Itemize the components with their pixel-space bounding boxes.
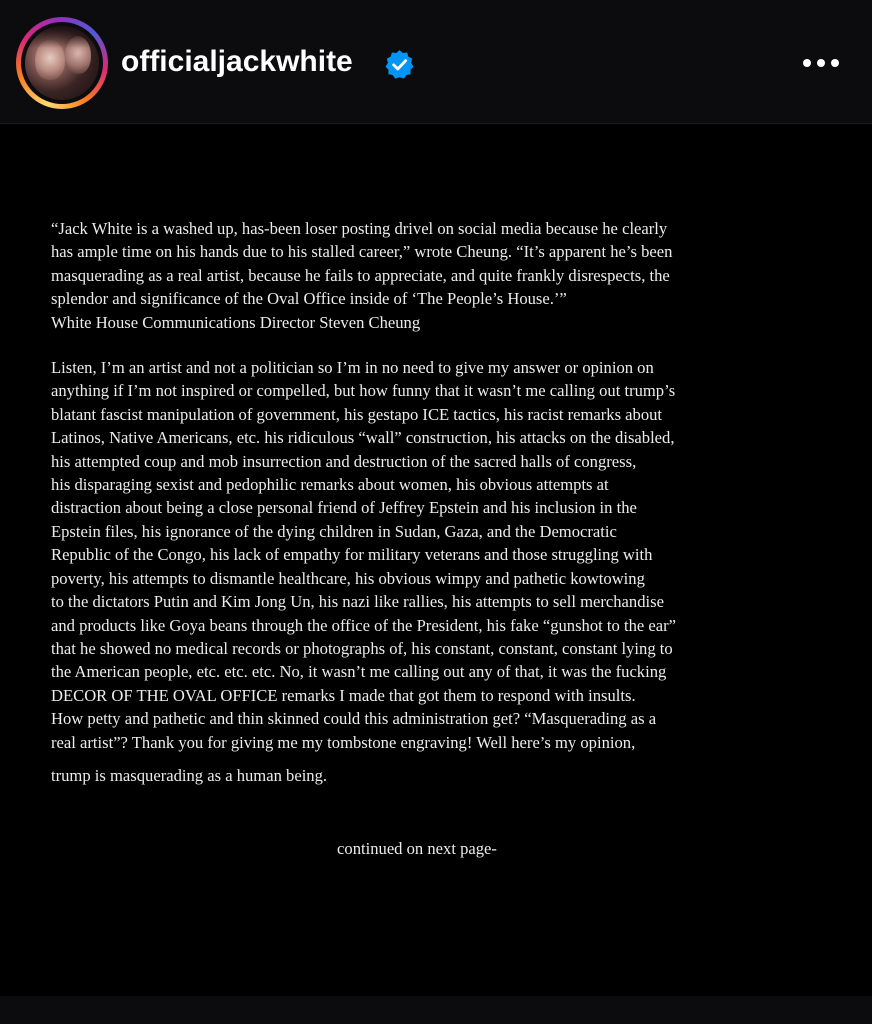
response-line: Epstein files, his ignorance of the dying children in Sudan, Gaza, and the Democratic bbox=[51, 521, 617, 541]
response-line: blatant fascist manipulation of government, his gestapo ICE tactics, his racist remarks about bbox=[51, 404, 663, 424]
post-header bbox=[0, 0, 872, 124]
paragraph-gap bbox=[51, 754, 851, 764]
quote-paragraph bbox=[51, 217, 851, 334]
post-image bbox=[0, 124, 872, 996]
more-horizontal-icon bbox=[803, 59, 811, 67]
avatar-border bbox=[21, 22, 103, 104]
avatar-shadow bbox=[25, 26, 99, 48]
response-line: DECOR OF THE OVAL OFFICE remarks I made that got them to respond with insults. bbox=[51, 685, 636, 705]
more-options-button[interactable] bbox=[796, 46, 846, 80]
response-line: to the dictators Putin and Kim Jong Un, his nazi like rallies, his attempts to sell merchandise bbox=[51, 592, 664, 612]
response-line: anything if I’m not inspired or compelled, but how funny that it wasn’t me calling out trump’s bbox=[51, 381, 676, 401]
response-line: and products like Goya beans through the office of the President, his fake “gunshot to the ear” bbox=[51, 615, 677, 635]
quote-line: masquerading as a real artist, because he fails to appreciate, and quite frankly disrespects, the bbox=[51, 265, 670, 285]
post-text bbox=[51, 217, 851, 787]
verified-badge-icon bbox=[384, 49, 415, 80]
response-line: Latinos, Native Americans, etc. his ridiculous “wall” construction, his attacks on the disabled, bbox=[51, 428, 675, 448]
response-line: poverty, his attempts to dismantle healthcare, his obvious wimpy and pathetic kowtowing bbox=[51, 568, 645, 588]
avatar-photo bbox=[25, 26, 99, 100]
post-footer-strip bbox=[0, 996, 872, 1024]
response-line: Listen, I’m an artist and not a politician so I’m in no need to give my answer or opinion on bbox=[51, 358, 654, 378]
response-line: Republic of the Congo, his lack of empathy for military veterans and those struggling with bbox=[51, 545, 653, 565]
response-paragraph bbox=[51, 356, 851, 754]
response-line: distraction about being a close personal friend of Jeffrey Epstein and his inclusion in the bbox=[51, 498, 637, 518]
quote-line: splendor and significance of the Oval Office inside of ‘The People’s House.’” bbox=[51, 289, 567, 309]
response-line: that he showed no medical records or photographs of, his constant, constant, constant lying to bbox=[51, 638, 673, 658]
quote-line: has ample time on his hands due to his stalled career,” wrote Cheung. “It’s apparent he’s been bbox=[51, 242, 673, 262]
paragraph-gap bbox=[51, 334, 851, 356]
quote-line: “Jack White is a washed up, has-been loser posting drivel on social media because he clearly bbox=[51, 219, 668, 238]
closing-line: trump is masquerading as a human being. bbox=[51, 765, 328, 785]
response-line: the American people, etc. etc. etc. No, it wasn’t me calling out any of that, it was the fucking bbox=[51, 662, 667, 682]
response-line: his disparaging sexist and pedophilic remarks about women, his obvious attempts at bbox=[51, 475, 609, 495]
response-line: How petty and pathetic and thin skinned could this administration get? “Masquerading as a bbox=[51, 709, 657, 729]
username-link[interactable]: officialjackwhite bbox=[121, 45, 353, 78]
profile-avatar[interactable] bbox=[16, 17, 108, 109]
response-line: real artist”? Thank you for giving me my tombstone engraving! Well here’s my opinion, bbox=[51, 732, 636, 752]
quote-attribution: White House Communications Director Steven Cheung bbox=[51, 312, 421, 332]
response-line: his attempted coup and mob insurrection and destruction of the sacred halls of congress, bbox=[51, 451, 637, 471]
continued-note: continued on next page- bbox=[337, 839, 497, 858]
more-horizontal-icon-dot bbox=[817, 59, 825, 67]
more-horizontal-icon-dot bbox=[831, 59, 839, 67]
